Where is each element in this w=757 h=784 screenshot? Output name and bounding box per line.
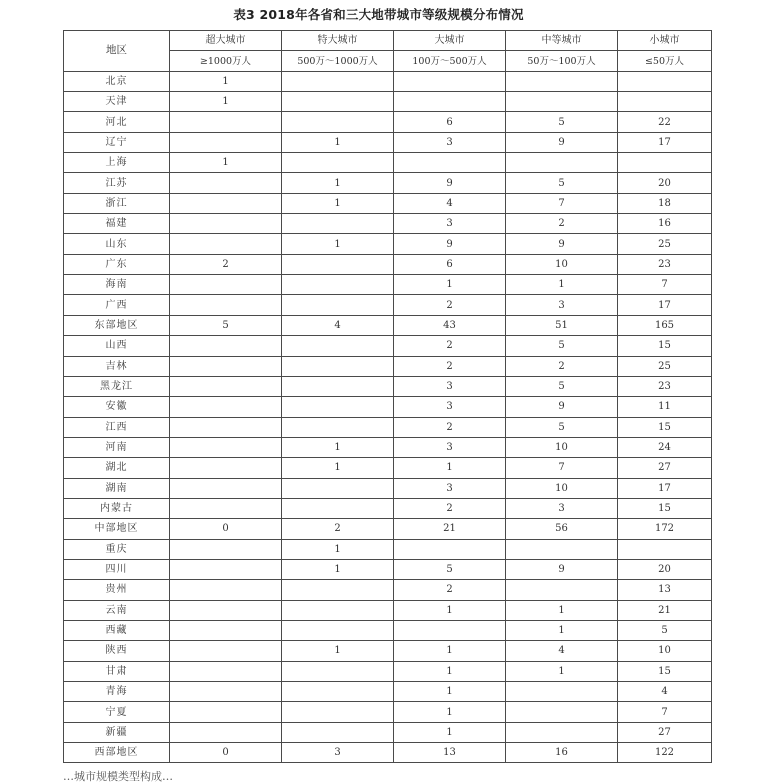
cell-super-large [170,661,282,681]
cell-super-large: 1 [170,153,282,173]
cell-large: 9 [394,173,506,193]
cell-medium [506,71,618,91]
cell-small: 15 [618,336,712,356]
cell-mega [282,702,394,722]
cell-large: 1 [394,661,506,681]
cell-medium [506,682,618,702]
cell-super-large: 1 [170,71,282,91]
region-cell: 广西 [64,295,170,315]
table-row [64,743,712,763]
region-cell: 山西 [64,336,170,356]
cell-large [394,539,506,559]
cell-super-large [170,620,282,640]
region-cell: 浙江 [64,193,170,213]
table-row [64,600,712,620]
cell-small: 172 [618,519,712,539]
cell-mega [282,376,394,396]
column-header-mega: 特大城市 [282,31,394,51]
cell-mega: 2 [282,519,394,539]
cell-small: 24 [618,437,712,457]
cell-medium: 1 [506,275,618,295]
cell-mega [282,661,394,681]
city-scale-table [63,30,712,763]
table-row [64,478,712,498]
table-row [64,193,712,213]
cell-super-large: 1 [170,92,282,112]
region-cell: 北京 [64,71,170,91]
table-body [64,71,712,763]
cell-large: 3 [394,437,506,457]
cell-small: 17 [618,132,712,152]
cell-large: 9 [394,234,506,254]
region-cell: 陕西 [64,641,170,661]
cell-large: 1 [394,275,506,295]
cell-small [618,92,712,112]
cell-super-large [170,295,282,315]
cell-mega: 1 [282,539,394,559]
cell-medium [506,539,618,559]
cell-super-large [170,641,282,661]
cell-super-large [170,539,282,559]
cell-mega: 1 [282,173,394,193]
cell-small: 4 [618,682,712,702]
cell-super-large [170,559,282,579]
cell-small: 10 [618,641,712,661]
cell-large: 2 [394,356,506,376]
cell-super-large [170,234,282,254]
cell-medium: 7 [506,193,618,213]
cell-medium [506,580,618,600]
cell-medium: 5 [506,376,618,396]
cell-small: 15 [618,498,712,518]
column-header-small: 小城市 [618,31,712,51]
cell-medium: 7 [506,458,618,478]
region-cell: 青海 [64,682,170,702]
region-cell: 云南 [64,600,170,620]
cell-medium: 2 [506,356,618,376]
region-cell: 黑龙江 [64,376,170,396]
cell-super-large [170,214,282,234]
cell-small: 165 [618,315,712,335]
cell-mega [282,722,394,742]
cell-medium: 9 [506,132,618,152]
region-cell: 天津 [64,92,170,112]
cell-mega: 4 [282,315,394,335]
column-header-medium: 中等城市 [506,31,618,51]
cell-large [394,92,506,112]
cell-small: 17 [618,295,712,315]
region-cell: 海南 [64,275,170,295]
region-cell: 中部地区 [64,519,170,539]
cell-small: 18 [618,193,712,213]
region-cell: 东部地区 [64,315,170,335]
table-row [64,498,712,518]
cell-mega [282,682,394,702]
table-row [64,539,712,559]
table-row [64,580,712,600]
range-header-mega: 500万～1000万人 [282,51,394,71]
cell-small: 13 [618,580,712,600]
cell-large: 2 [394,580,506,600]
table-row [64,214,712,234]
range-header-super-large: ≥1000万人 [170,51,282,71]
table-row [64,519,712,539]
cell-super-large: 5 [170,315,282,335]
cell-small: 7 [618,275,712,295]
region-cell: 西部地区 [64,743,170,763]
cell-small: 16 [618,214,712,234]
cell-large: 1 [394,722,506,742]
cell-small [618,71,712,91]
cell-super-large [170,437,282,457]
table-row [64,275,712,295]
cell-large: 6 [394,112,506,132]
cell-medium: 10 [506,437,618,457]
cell-large [394,71,506,91]
table-row [64,437,712,457]
cell-mega [282,600,394,620]
cell-small: 22 [618,112,712,132]
cell-large: 1 [394,682,506,702]
table-title: 表3 2018年各省和三大地带城市等级规模分布情况 [233,7,524,22]
cell-super-large [170,397,282,417]
cell-large: 1 [394,600,506,620]
cell-large: 3 [394,376,506,396]
cell-super-large: 0 [170,519,282,539]
cell-mega [282,275,394,295]
region-cell: 辽宁 [64,132,170,152]
cell-super-large [170,498,282,518]
cell-super-large [170,478,282,498]
cell-large: 2 [394,295,506,315]
region-cell: 上海 [64,153,170,173]
cell-medium: 10 [506,254,618,274]
cell-medium: 4 [506,641,618,661]
cell-large: 43 [394,315,506,335]
table-row [64,417,712,437]
region-cell: 福建 [64,214,170,234]
cell-medium: 16 [506,743,618,763]
region-cell: 甘肃 [64,661,170,681]
cell-medium: 9 [506,234,618,254]
cell-large: 3 [394,478,506,498]
cell-large: 6 [394,254,506,274]
cell-mega [282,620,394,640]
cell-mega [282,336,394,356]
cell-medium [506,722,618,742]
cell-small: 11 [618,397,712,417]
cell-medium [506,92,618,112]
table-row [64,722,712,742]
cell-mega: 1 [282,193,394,213]
cell-small: 25 [618,234,712,254]
cell-medium [506,702,618,722]
cell-small: 7 [618,702,712,722]
region-cell: 吉林 [64,356,170,376]
table-row [64,397,712,417]
cell-small: 21 [618,600,712,620]
cell-mega [282,112,394,132]
cell-super-large: 0 [170,743,282,763]
cell-mega: 1 [282,559,394,579]
cell-super-large [170,417,282,437]
cell-super-large [170,132,282,152]
cell-large: 3 [394,214,506,234]
table-row [64,132,712,152]
cell-medium: 1 [506,600,618,620]
cell-small: 17 [618,478,712,498]
region-cell: 新疆 [64,722,170,742]
cell-super-large [170,702,282,722]
region-cell: 江西 [64,417,170,437]
cell-mega [282,478,394,498]
cell-large: 1 [394,702,506,722]
cell-mega [282,254,394,274]
table-row [64,641,712,661]
cell-mega: 1 [282,234,394,254]
cell-medium: 5 [506,173,618,193]
cell-large: 1 [394,641,506,661]
region-cell: 贵州 [64,580,170,600]
cell-large [394,153,506,173]
region-cell: 西藏 [64,620,170,640]
region-cell: 重庆 [64,539,170,559]
cell-mega [282,417,394,437]
cell-small: 23 [618,254,712,274]
cell-medium: 5 [506,336,618,356]
cell-mega [282,356,394,376]
cell-small: 122 [618,743,712,763]
table-row [64,234,712,254]
cell-large: 3 [394,132,506,152]
region-cell: 湖南 [64,478,170,498]
cell-small: 20 [618,559,712,579]
cell-small: 20 [618,173,712,193]
cell-super-large [170,193,282,213]
cell-mega [282,92,394,112]
cell-large [394,620,506,640]
cell-medium: 2 [506,214,618,234]
cell-large: 2 [394,336,506,356]
table-row [64,254,712,274]
header-row-names [64,31,712,51]
cell-super-large [170,173,282,193]
table-row [64,92,712,112]
cell-small [618,539,712,559]
cell-large: 2 [394,498,506,518]
cell-medium: 9 [506,397,618,417]
region-cell: 四川 [64,559,170,579]
table-row [64,112,712,132]
table-row [64,458,712,478]
cell-mega: 1 [282,458,394,478]
table-row [64,559,712,579]
cell-small: 27 [618,458,712,478]
cell-medium: 5 [506,417,618,437]
range-header-medium: 50万～100万人 [506,51,618,71]
cell-mega [282,397,394,417]
region-cell: 安徽 [64,397,170,417]
region-cell: 河南 [64,437,170,457]
cell-super-large [170,600,282,620]
region-cell: 山东 [64,234,170,254]
column-header-super-large: 超大城市 [170,31,282,51]
cell-small: 5 [618,620,712,640]
cell-super-large [170,275,282,295]
cell-medium: 3 [506,295,618,315]
cell-mega: 1 [282,132,394,152]
cell-mega: 3 [282,743,394,763]
cell-medium: 10 [506,478,618,498]
cell-large: 3 [394,397,506,417]
cell-mega [282,498,394,518]
cell-medium [506,153,618,173]
table-row [64,682,712,702]
table-row [64,661,712,681]
table-row [64,295,712,315]
region-cell: 广东 [64,254,170,274]
cell-large: 13 [394,743,506,763]
cell-medium: 5 [506,112,618,132]
region-cell: 宁夏 [64,702,170,722]
cell-mega: 1 [282,641,394,661]
cell-medium: 51 [506,315,618,335]
cell-large: 2 [394,417,506,437]
cell-medium: 9 [506,559,618,579]
cell-mega [282,214,394,234]
cell-super-large [170,336,282,356]
region-cell: 河北 [64,112,170,132]
table-row [64,620,712,640]
cell-super-large [170,580,282,600]
cell-small [618,153,712,173]
table-row [64,702,712,722]
cell-medium: 1 [506,661,618,681]
column-header-large: 大城市 [394,31,506,51]
cell-super-large [170,458,282,478]
cell-mega: 1 [282,437,394,457]
cell-large: 21 [394,519,506,539]
table-row [64,315,712,335]
cell-medium: 3 [506,498,618,518]
cell-mega [282,153,394,173]
cell-super-large [170,112,282,132]
cell-mega [282,295,394,315]
cell-mega [282,580,394,600]
table-row [64,356,712,376]
cell-small: 27 [618,722,712,742]
table-row [64,376,712,396]
cell-medium: 56 [506,519,618,539]
table-row [64,336,712,356]
cell-small: 25 [618,356,712,376]
footer-caption: …城市规模类型构成… [63,770,173,783]
cell-super-large [170,722,282,742]
cell-small: 15 [618,661,712,681]
cell-large: 1 [394,458,506,478]
region-cell: 内蒙古 [64,498,170,518]
cell-large: 5 [394,559,506,579]
region-cell: 湖北 [64,458,170,478]
cell-super-large [170,682,282,702]
table-row [64,173,712,193]
region-column-header: 地区 [64,31,170,72]
cell-small: 23 [618,376,712,396]
range-header-large: 100万～500万人 [394,51,506,71]
cell-mega [282,71,394,91]
cell-small: 15 [618,417,712,437]
table-row [64,153,712,173]
range-header-small: ≤50万人 [618,51,712,71]
cell-super-large [170,376,282,396]
table-row [64,71,712,91]
region-cell: 江苏 [64,173,170,193]
cell-super-large: 2 [170,254,282,274]
cell-large: 4 [394,193,506,213]
cell-super-large [170,356,282,376]
cell-medium: 1 [506,620,618,640]
